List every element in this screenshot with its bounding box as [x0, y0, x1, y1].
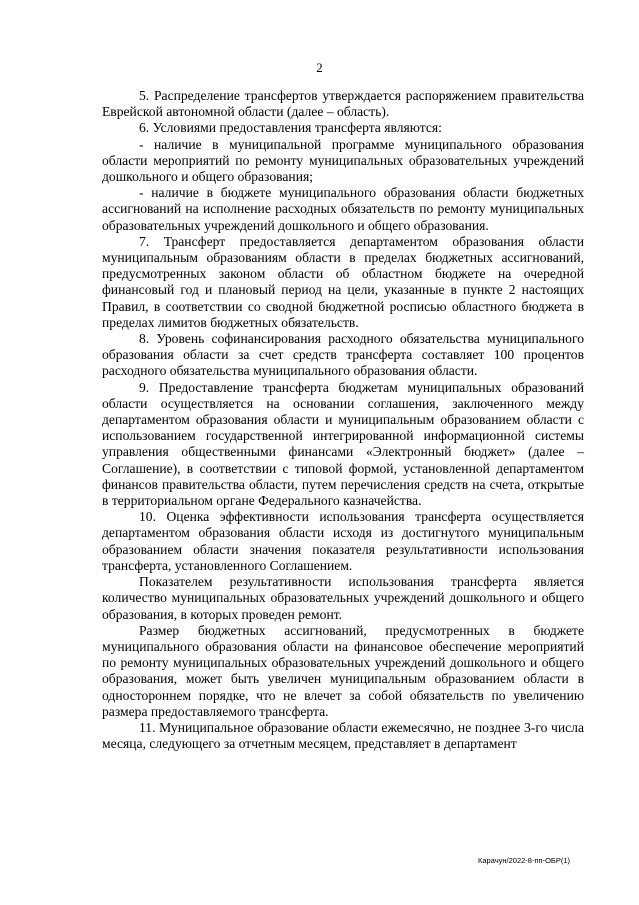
paragraph-9: 9. Предоставление трансферта бюджетам муниципальных образований области осуществляется на основании соглашения, заключенного между департаментом образования области и муниципальным образованием области с использованием государственной интегрированной информационной системы управления общественными финансами «Электронный бюджет» (далее – Соглашение), в соответствии с типовой формой, установленной департаментом финансов правительства области, путем перечисления средств на счета, открытые в территориальном органе Федерального казначейства. — [102, 379, 584, 509]
paragraph-6-condition-1: - наличие в муниципальной программе муниципального образования области мероприятий по ремонту муниципальных образовательных учреждений дошкольного и общего образования; — [102, 136, 584, 185]
paragraph-11: 11. Муниципальное образование области ежемесячно, не позднее 3-го числа месяца, следующего за отчетным месяцем, представляет в департамент — [102, 719, 584, 752]
paragraph-10-indicator: Показателем результативности использования трансферта является количество муниципальных образовательных учреждений дошкольного и общего образования, в которых проведен ремонт. — [102, 574, 584, 622]
page-number: 2 — [316, 60, 323, 75]
paragraph-6-condition-2: - наличие в бюджете муниципального образования области бюджетных ассигнований на исполнение расходных обязательств по ремонту муниципальных образовательных учреждений дошкольного и общего образования. — [102, 185, 584, 233]
paragraph-10-budget-size: Размер бюджетных ассигнований, предусмотренных в бюджете муниципального образования области на финансовое обеспечение мероприятий по ремонту муниципальных образовательных учреждений дошкольного и общего образования, может быть увеличен муниципальным образованием области в одностороннем порядке, что не влечет за собой обязательств по увеличению размера предоставляемого трансферта. — [102, 622, 584, 719]
paragraph-10: 10. Оценка эффективности использования трансферта осуществляется департаментом образования области исходя из достигнутого муниципальным образованием области значения показателя результативности использования трансферта, установленного Соглашением. — [102, 509, 584, 573]
document-body — [102, 88, 584, 752]
paragraph-5: 5. Распределение трансфертов утверждается распоряжением правительства Еврейской автономной области (далее – область). — [102, 88, 584, 120]
footer-document-code: Карачун/2022-8-пп-ОБР(1) — [478, 856, 570, 865]
paragraph-6: 6. Условиями предоставления трансферта являются: — [139, 120, 442, 136]
paragraph-8: 8. Уровень софинансирования расходного обязательства муниципального образования области за счет средств трансферта составляет 100 процентов расходного обязательства муниципального образования области. — [102, 331, 584, 379]
paragraph-7: 7. Трансферт предоставляется департаментом образования области муниципальным образованиям области в пределах бюджетных ассигнований, предусмотренных законом области об областном бюджете на очередной финансовый год и плановый период на цели, указанные в пункте 2 настоящих Правил, в соответствии со сводной бюджетной росписью областного бюджета в пределах лимитов бюджетных обязательств. — [102, 233, 584, 330]
